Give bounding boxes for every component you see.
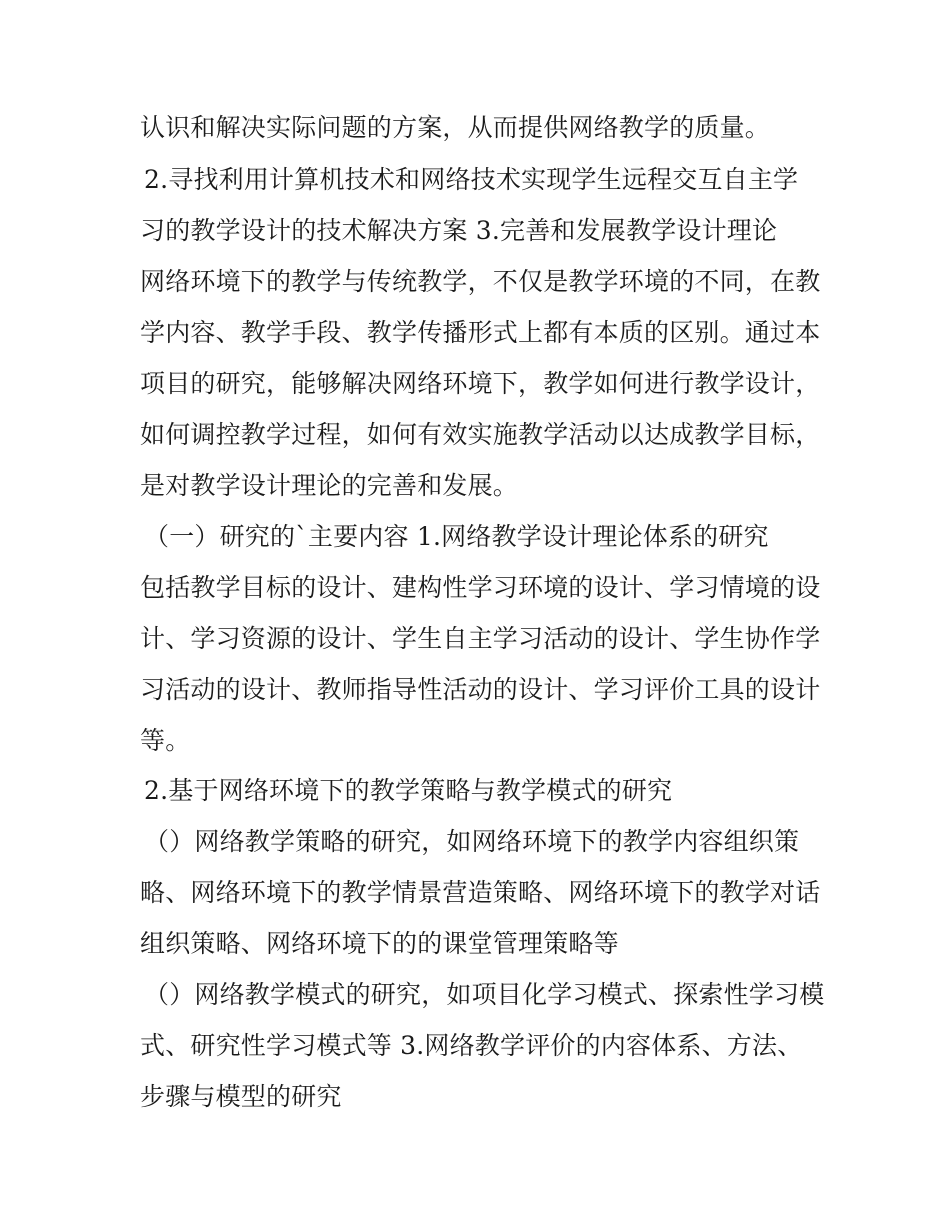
text-line: 学内容、教学手段、教学传播形式上都有本质的区别。通过本 xyxy=(140,318,821,347)
section-heading: 2.基于网络环境下的教学策略与教学模式的研究 xyxy=(144,776,673,805)
text-line: 组织策略、网络环境下的的课堂管理策略等 xyxy=(140,929,619,958)
text-line: （）网络教学模式的研究，如项目化学习模式、探索性学习模 xyxy=(144,980,825,1009)
text-line: 是对教学设计理论的完善和发展。 xyxy=(140,471,519,500)
text-line: 如何调控教学过程，如何有效实施教学活动以达成教学目标， xyxy=(140,420,821,449)
text-line: 包括教学目标的设计、建构性学习环境的设计、学习情境的设 xyxy=(140,573,821,602)
text-line: 习活动的设计、教师指导性活动的设计、学习评价工具的设计 xyxy=(140,675,821,704)
text-line: 习的教学设计的技术解决方案 3.完善和发展教学设计理论 xyxy=(140,216,778,245)
section-heading: （一）研究的`主要内容 1.网络教学设计理论体系的研究 xyxy=(144,522,769,551)
text-line: 等。 xyxy=(140,726,191,755)
text-line: 略、网络环境下的教学情景营造策略、网络环境下的教学对话 xyxy=(140,878,821,907)
text-line: 式、研究性学习模式等 3.网络教学评价的内容体系、方法、 xyxy=(140,1031,803,1060)
text-line: 计、学习资源的设计、学生自主学习活动的设计、学生协作学 xyxy=(140,624,821,653)
text-line: 2.寻找利用计算机技术和网络技术实现学生远程交互自主学 xyxy=(144,165,799,194)
text-line: 认识和解决实际问题的方案，从而提供网络教学的质量。 xyxy=(140,113,771,142)
text-line: （）网络教学策略的研究，如网络环境下的教学内容组织策 xyxy=(144,827,800,856)
text-line: 项目的研究，能够解决网络环境下，教学如何进行教学设计， xyxy=(140,369,821,398)
text-line: 网络环境下的教学与传统教学，不仅是教学环境的不同，在教 xyxy=(140,267,821,296)
text-line: 步骤与模型的研究 xyxy=(140,1082,342,1111)
